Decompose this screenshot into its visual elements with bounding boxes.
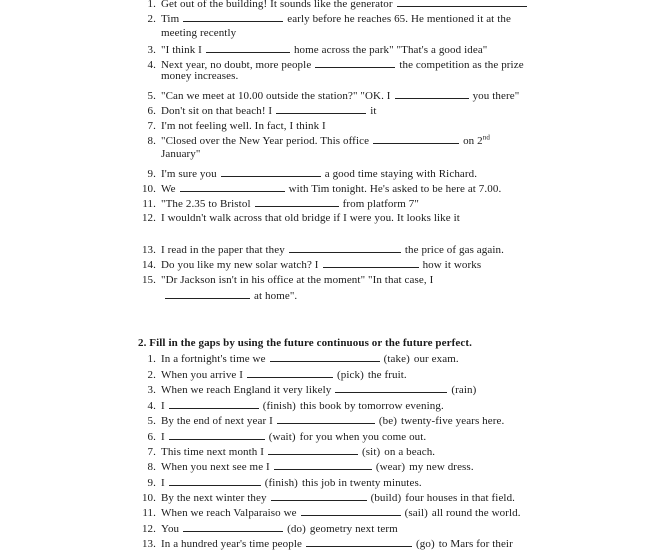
item-number: 6.	[147, 431, 156, 443]
answer-blank[interactable]	[274, 460, 372, 470]
item-text: We	[161, 183, 176, 195]
answer-blank[interactable]	[206, 43, 290, 53]
verb-hint: (finish)	[264, 477, 298, 489]
verb-hint: (do)	[287, 523, 306, 535]
item-number: 3.	[147, 44, 156, 56]
item-text: "The 2.35 to Bristol	[161, 198, 251, 210]
item-text: January"	[161, 148, 201, 160]
answer-blank[interactable]	[276, 104, 366, 114]
exercise-line	[138, 43, 578, 56]
item-number: 5.	[147, 90, 156, 102]
answer-blank[interactable]	[395, 89, 469, 99]
item-text-end: for you when you come out.	[299, 431, 427, 443]
item-text-end: you there"	[472, 90, 520, 102]
exercise-line	[138, 120, 578, 132]
verb-hint: (pick)	[337, 369, 364, 381]
verb-hint: (take)	[383, 353, 410, 365]
answer-blank[interactable]	[183, 522, 283, 532]
item-number: 15.	[141, 274, 156, 286]
item-number: 7.	[147, 120, 156, 132]
exercise-line	[138, 274, 578, 286]
exercise-line	[138, 522, 578, 535]
answer-blank[interactable]	[180, 182, 285, 192]
item-text: I	[161, 400, 165, 412]
answer-blank[interactable]	[323, 258, 419, 268]
item-text: I read in the paper that they	[161, 244, 285, 256]
item-text: "Can we meet at 10.00 outside the station?" "OK. I	[161, 90, 391, 102]
item-number: 14.	[141, 259, 156, 271]
answer-blank[interactable]	[183, 12, 283, 22]
item-number: 10.	[141, 492, 156, 504]
ordinal-suffix: nd	[482, 133, 490, 142]
item-number: 1.	[147, 353, 156, 365]
item-text: When we reach Valparaiso we	[161, 507, 297, 519]
item-text: Next year, no doubt, more people	[161, 59, 312, 71]
answer-blank[interactable]	[255, 197, 339, 207]
item-number: 2.	[147, 13, 156, 25]
answer-blank[interactable]	[169, 399, 259, 409]
exercise-line	[138, 476, 578, 489]
answer-blank[interactable]	[268, 445, 358, 455]
exercise-line	[138, 182, 578, 195]
item-text-end: from platform 7"	[342, 198, 419, 210]
item-text: In a hundred year's time people	[161, 538, 303, 550]
item-number: 6.	[147, 105, 156, 117]
item-text-end: on a beach.	[384, 446, 436, 458]
item-text: Do you like my new solar watch? I	[161, 259, 319, 271]
verb-hint: (finish)	[262, 400, 296, 412]
item-text: money increases.	[161, 70, 239, 82]
item-number: 8.	[147, 461, 156, 473]
item-text: By the next winter they	[161, 492, 267, 504]
item-text-end: with Tim tonight. He's asked to be here at 7.00.	[288, 183, 502, 195]
item-number: 13.	[141, 538, 156, 550]
item-number: 4.	[147, 59, 156, 71]
verb-hint: (sail)	[404, 507, 428, 519]
item-text: I'm not feeling well. In fact, I think I	[161, 120, 326, 132]
answer-blank[interactable]	[277, 414, 375, 424]
exercise-line	[138, 537, 578, 550]
item-text-end: this job in twenty minutes.	[301, 477, 422, 489]
exercise-line	[138, 430, 578, 443]
item-text: This time next month I	[161, 446, 265, 458]
item-text: When you next see me I	[161, 461, 270, 473]
section-heading: 2. Fill in the gaps by using the future continuous or the future perfect.	[138, 337, 472, 349]
exercise-line	[138, 243, 578, 256]
item-number: 2.	[147, 369, 156, 381]
verb-hint: (wait)	[268, 431, 296, 443]
answer-blank[interactable]	[301, 506, 401, 516]
item-text: "Dr Jackson isn't in his office at the moment" "In that case, I	[161, 274, 434, 286]
answer-blank[interactable]	[289, 243, 401, 253]
item-text: When we reach England it very likely	[161, 384, 332, 396]
exercise-line	[138, 89, 578, 102]
item-number: 4.	[147, 400, 156, 412]
item-text: I	[161, 431, 165, 443]
item-number: 11.	[142, 507, 156, 519]
exercise-line	[138, 445, 578, 458]
answer-blank[interactable]	[270, 352, 380, 362]
item-number: 5.	[147, 415, 156, 427]
item-text-end: the competition as the prize	[399, 59, 524, 71]
answer-blank[interactable]	[306, 537, 412, 547]
item-number: 11.	[142, 198, 156, 210]
item-text-end: on 2	[463, 135, 483, 147]
exercise-line	[138, 289, 601, 302]
item-text: Get out of the building! It sounds like the generator	[161, 0, 393, 10]
item-text-end: twenty-five years here.	[400, 415, 505, 427]
exercise-line	[138, 506, 578, 519]
exercise-line	[138, 12, 578, 25]
exercise-line	[138, 27, 601, 39]
item-text: I'm sure you	[161, 168, 217, 180]
item-number: 10.	[141, 183, 156, 195]
exercise-line	[138, 148, 601, 160]
exercise-line	[138, 197, 578, 210]
item-text-end: home across the park" "That's a good idea"	[293, 44, 488, 56]
verb-hint: (build)	[370, 492, 402, 504]
item-text: In a fortnight's time we	[161, 353, 266, 365]
exercise-line	[138, 70, 601, 82]
answer-blank[interactable]	[397, 0, 527, 7]
item-text-end: the fruit.	[367, 369, 407, 381]
exercise-line	[138, 104, 578, 117]
exercise-line	[138, 491, 578, 504]
item-text: Don't sit on that beach! I	[161, 105, 273, 117]
item-text-end: this book by tomorrow evening.	[299, 400, 444, 412]
answer-blank[interactable]	[247, 368, 333, 378]
exercise-line	[138, 352, 578, 365]
item-text: Tim	[161, 13, 180, 25]
item-number: 13.	[141, 244, 156, 256]
item-text: "I think I	[161, 44, 202, 56]
answer-blank[interactable]	[373, 134, 459, 144]
exercise-line	[138, 414, 578, 427]
exercise-line	[138, 460, 578, 473]
answer-blank[interactable]	[169, 430, 265, 440]
answer-blank[interactable]	[165, 289, 250, 299]
item-text-end: our exam.	[413, 353, 459, 365]
exercise-line	[138, 167, 578, 180]
item-text: When you arrive I	[161, 369, 244, 381]
exercise-line	[138, 383, 578, 396]
item-text-end: geometry next term	[309, 523, 398, 535]
answer-blank[interactable]	[335, 383, 447, 393]
item-text: By the end of next year I	[161, 415, 273, 427]
verb-hint: (go)	[416, 538, 435, 550]
item-text-end: it	[370, 105, 377, 117]
item-text-end: to Mars for their	[438, 538, 513, 550]
exercise-line	[138, 258, 578, 271]
item-number: 1.	[147, 0, 156, 10]
item-text-end: all round the world.	[431, 507, 521, 519]
answer-blank[interactable]	[315, 58, 395, 68]
exercise-line	[138, 212, 578, 224]
item-text-end: four houses in that field.	[405, 492, 516, 504]
item-text: "Closed over the New Year period. This office	[161, 135, 370, 147]
verb-hint: (be)	[378, 415, 397, 427]
item-text: You	[161, 523, 180, 535]
item-text-end: a good time staying with Richard.	[324, 168, 478, 180]
item-number: 7.	[147, 446, 156, 458]
item-text-end: the price of gas again.	[404, 244, 504, 256]
item-text: meeting recently	[161, 27, 237, 39]
exercise-line	[138, 399, 578, 412]
item-text-end: at home".	[254, 290, 298, 302]
item-text-end: how it works	[422, 259, 482, 271]
verb-hint: (sit)	[362, 446, 381, 458]
answer-blank[interactable]	[169, 476, 261, 486]
item-number: 9.	[147, 168, 156, 180]
answer-blank[interactable]	[221, 167, 321, 177]
exercise-line	[138, 368, 578, 381]
exercise-line	[138, 134, 578, 147]
item-number: 12.	[141, 523, 156, 535]
item-number: 3.	[147, 384, 156, 396]
verb-hint: (wear)	[375, 461, 406, 473]
answer-blank[interactable]	[271, 491, 367, 501]
exercise-line	[138, 0, 578, 10]
item-number: 12.	[141, 212, 156, 224]
item-number: 8.	[147, 135, 156, 147]
item-text: I wouldn't walk across that old bridge if I were you. It looks like it	[161, 212, 460, 224]
item-text-end: early before he reaches 65. He mentioned it at the	[287, 13, 511, 25]
item-text-end: my new dress.	[409, 461, 474, 473]
verb-hint: (rain)	[451, 384, 477, 396]
item-number: 9.	[147, 477, 156, 489]
item-text: I	[161, 477, 165, 489]
